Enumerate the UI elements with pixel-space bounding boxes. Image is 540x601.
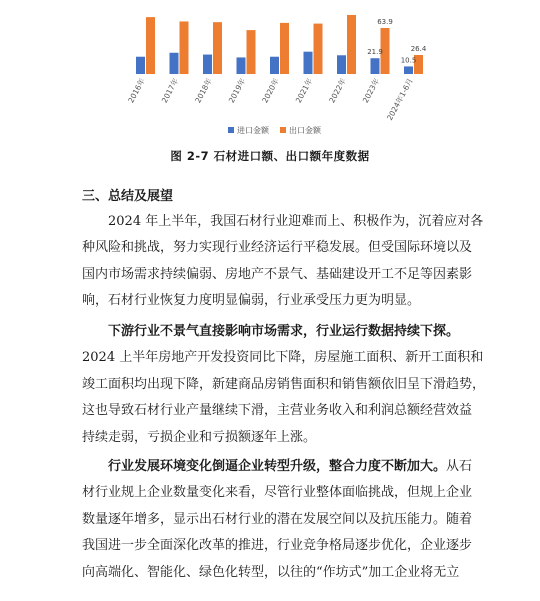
data-label-export-8: 26.4 xyxy=(410,44,427,53)
paragraph-3-line-4: 向高端化、智能化、绿色化转型，以往的“作坊式”加工企业将无立 xyxy=(82,564,460,580)
x-tick-label-8: 2024年1-6月 xyxy=(385,76,415,122)
paragraph-2-line-1: 2024 上半年房地产开发投资同比下降，房屋施工面积、新开工面积和 xyxy=(82,350,484,366)
legend-swatch-import xyxy=(228,127,234,133)
paragraph-1-line-3: 国内市场需求持续偏弱、房地产不景气、基础建设开工不足等因素影 xyxy=(82,266,473,282)
data-label-import-7: 21.9 xyxy=(367,48,383,57)
bar-import-6 xyxy=(337,55,346,74)
paragraph-3-lead-line xyxy=(82,454,473,480)
paragraph-2 xyxy=(82,319,486,451)
bar-export-4 xyxy=(280,23,289,74)
paragraph-1 xyxy=(82,209,484,315)
bar-import-7 xyxy=(371,58,380,74)
bar-import-1 xyxy=(170,53,179,74)
bar-import-3 xyxy=(237,57,246,74)
bar-import-2 xyxy=(203,55,212,74)
paragraph-2-line-2: 竣工面积均出现下降，新建商品房销售面积和销售额依旧呈下滑趋势， xyxy=(82,376,486,392)
bar-import-5 xyxy=(304,52,313,74)
section-heading: 三、总结及展望 xyxy=(82,189,174,204)
bar-export-3 xyxy=(247,30,256,74)
import-export-bar-chart xyxy=(0,0,540,145)
bar-export-0 xyxy=(146,17,155,74)
legend-label-export: 出口金额 xyxy=(289,126,321,135)
bar-import-4 xyxy=(270,57,279,74)
x-tick-label-3: 2019年 xyxy=(226,76,248,105)
bar-export-5 xyxy=(314,24,323,74)
chart-legend xyxy=(228,125,322,135)
data-label-import-8: 10.5 xyxy=(400,56,417,65)
x-tick-label-7: 2023年 xyxy=(360,76,382,105)
paragraph-3 xyxy=(82,454,473,586)
x-tick-label-1: 2017年 xyxy=(159,76,181,105)
bar-import-0 xyxy=(136,57,145,74)
legend-label-import: 进口金额 xyxy=(237,126,269,135)
bar-export-6 xyxy=(347,15,356,74)
paragraph-3-lead-tail: 从石 xyxy=(446,459,473,474)
chart-x-tick-labels xyxy=(125,76,414,122)
x-tick-label-5: 2021年 xyxy=(293,76,315,105)
paragraph-1-line-2: 种风险和挑战，努力实现行业经济运行平稳发展。但受国际环境以及 xyxy=(82,240,473,256)
bar-import-8 xyxy=(404,66,413,74)
paragraph-3-line-1: 材行业规上企业数量变化来看，尽管行业整体面临挑战，但规上企业 xyxy=(82,485,473,501)
bar-export-1 xyxy=(180,21,189,74)
x-tick-label-2: 2018年 xyxy=(193,76,214,105)
paragraph-2-lead-line xyxy=(82,319,462,345)
data-label-export-7: 63.9 xyxy=(377,17,393,26)
legend-swatch-export xyxy=(280,127,286,133)
x-tick-label-0: 2016年 xyxy=(126,76,147,105)
paragraph-3-line-3: 我国进一步全面深化改革的推进，行业竞争格局逐步优化，企业逐步 xyxy=(82,538,473,554)
paragraph-3-line-2: 数量逐年增多，显示出石材行业的潜在发展空间以及抗压能力。随着 xyxy=(82,511,473,527)
figure-caption: 图 2-7 石材进口额、出口额年度数据 xyxy=(170,149,370,163)
paragraph-2-line-3: 这也导致石材行业产量继续下滑，主营业务收入和利润总额经营效益 xyxy=(82,403,473,419)
x-tick-label-4: 2020年 xyxy=(260,76,281,105)
x-tick-label-6: 2022年 xyxy=(327,76,348,105)
bar-export-2 xyxy=(213,22,222,74)
paragraph-1-line-4: 响，石材行业恢复力度明显偏弱，行业承受压力更为明显。 xyxy=(82,293,421,309)
paragraph-2-lead: 下游行业不景气直接影响市场需求，行业运行数据持续下探。 xyxy=(108,324,460,339)
paragraph-3-lead: 行业发展环境变化倒逼企业转型升级，整合力度不断加大。 xyxy=(108,459,447,474)
paragraph-2-line-4: 持续走弱，亏损企业和亏损额逐年上涨。 xyxy=(82,429,317,445)
paragraph-1-line-1: 2024 年上半年，我国石材行业迎难而上、积极作为，沉着应对各 xyxy=(108,214,484,229)
